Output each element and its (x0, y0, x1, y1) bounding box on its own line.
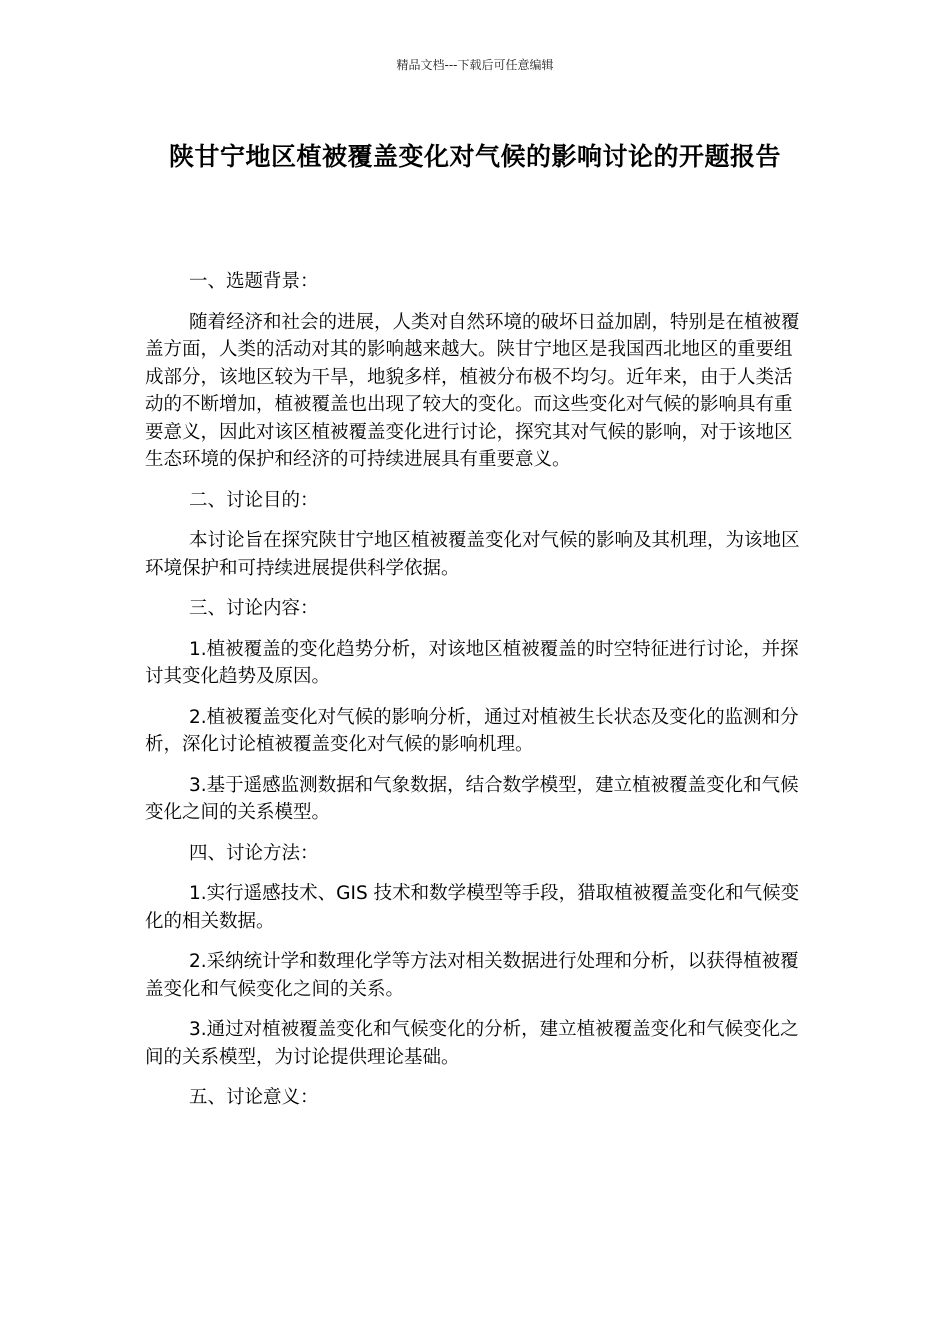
method-item-3: 3.通过对植被覆盖变化和气候变化的分析，建立植被覆盖变化和气候变化之间的关系模型，为讨论提供理论基础。 (145, 1019, 799, 1068)
section-heading-purpose: 二、讨论目的： (189, 489, 319, 511)
section-heading-significance: 五、讨论意义： (189, 1087, 319, 1108)
document-body (145, 268, 805, 1125)
section-heading-method: 四、讨论方法： (189, 842, 319, 864)
method-item-1: 1.实行遥感技术、GIS 技术和数学模型等手段，猎取植被覆盖变化和气候变化的相关数据。 (145, 883, 800, 932)
document-title: 陕甘宁地区植被覆盖变化对气候的影响讨论的开题报告 (168, 142, 781, 171)
section-heading-background: 一、选题背景： (189, 271, 319, 292)
paragraph-background: 随着经济和社会的进展，人类对自然环境的破坏日益加剧，特别是在植被覆盖方面，人类的活动对其的影响越来越大。陕甘宁地区是我国西北地区的重要组成部分，该地区较为干旱，地貌多样，植被分布极不均匀。近年来，由于人类活动的不断增加，植被覆盖也出现了较大的变化。而这些变化对气候的影响具有重要意义，因此对该区植被覆盖变化进行讨论，探究其对气候的影响，对于该地区生态环境的保护和经济的可持续进展具有重要意义。 (145, 311, 800, 470)
method-item-2: 2.采纳统计学和数理化学等方法对相关数据进行处理和分析，以获得植被覆盖变化和气候变化之间的关系。 (145, 951, 799, 1000)
paragraph-purpose: 本讨论旨在探究陕甘宁地区植被覆盖变化对气候的影响及其机理，为该地区环境保护和可持续进展提供科学依据。 (145, 530, 800, 579)
content-item-1: 1.植被覆盖的变化趋势分析，对该地区植被覆盖的时空特征进行讨论，并探讨其变化趋势及原因。 (145, 638, 799, 687)
section-heading-content: 三、讨论内容： (189, 598, 319, 619)
page-header: 精品文档---下载后可任意编辑 (396, 58, 554, 72)
content-item-3: 3.基于遥感监测数据和气象数据，结合数学模型，建立植被覆盖变化和气候变化之间的关系模型。 (145, 774, 799, 823)
content-item-2: 2.植被覆盖变化对气候的影响分析，通过对植被生长状态及变化的监测和分析，深化讨论植被覆盖变化对气候的影响机理。 (145, 706, 799, 755)
